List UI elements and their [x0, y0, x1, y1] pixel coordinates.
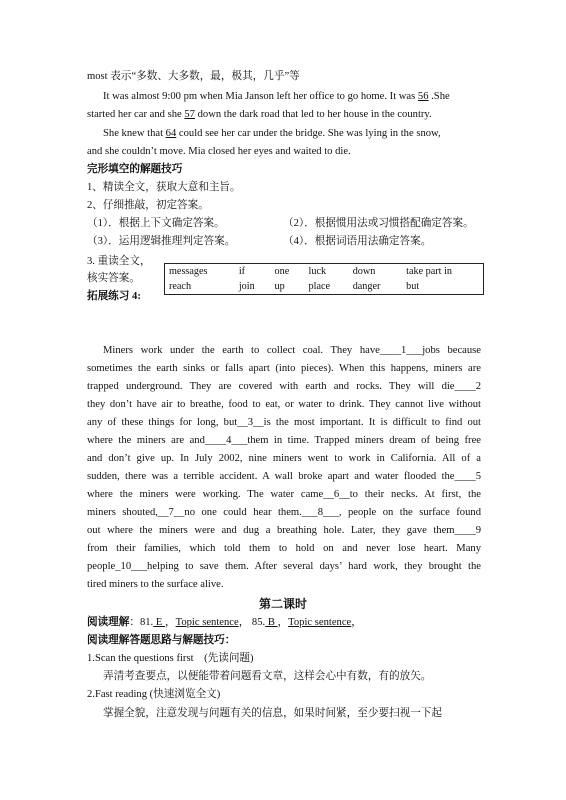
passage-line: and don’t give up. In July 2002, nine miners went to work in California. All of a [87, 453, 481, 464]
word-box [164, 263, 484, 295]
text: ， [277, 617, 289, 628]
text: down the dark road that led to her house in the country. [194, 109, 432, 120]
answer-85: B [265, 617, 278, 628]
passage-line: where the miners are and____4___them in time. Trapped miners dream of being free [87, 435, 481, 446]
passage-line: trapped underground. They are covered with earth and rocks. They will die____2 [87, 381, 481, 392]
text: ， [351, 617, 362, 628]
tip-step-3-cont: 核实答案。 [87, 273, 140, 284]
passage-line: they don’t have air to breathe, food to eat, or water to drink. They cannot live without [87, 399, 481, 410]
tip-sub-1: （1）．根据上下文确定答案。 [87, 218, 225, 229]
text: She knew that [103, 128, 166, 139]
reading-tips-title: 阅读理解答题思路与解题技巧： [87, 635, 236, 646]
word-cell: danger [352, 281, 381, 292]
text: .She [428, 91, 450, 102]
topic-sentence: Topic sentence [175, 617, 239, 628]
section-title: 第二课时 [258, 597, 307, 611]
word-box-row [165, 279, 484, 295]
word-cell: up [274, 281, 285, 292]
word-cell: take part in [406, 266, 452, 277]
tip-step-2: 2、仔细推敲，初定答案。 [87, 200, 209, 211]
passage-line: people_10___helping to save them. After several days’ hard work, they brought the [87, 561, 481, 572]
blank-57: 57 [184, 109, 195, 120]
tip-sub-row [87, 235, 481, 249]
text: could see her car under the bridge. She was lying in the snow, [176, 128, 441, 139]
passage-line: any of these things for long, but__3__is the most important. It is difficult to find out [87, 417, 481, 428]
word-box-row [165, 264, 484, 280]
para-line [103, 127, 481, 141]
exercise-title: 拓展练习 4: [87, 291, 141, 302]
word-cell: place [308, 281, 331, 292]
blank-64: 64 [165, 128, 177, 139]
tip-sub-row [87, 217, 481, 231]
topic-sentence: Topic sentence [288, 617, 352, 628]
reading-tip-1: 1.Scan the questions first (先读问题) [87, 653, 254, 664]
word-cell: one [274, 266, 290, 277]
word-cell: messages [169, 266, 208, 277]
reading-answers [87, 616, 481, 630]
para-line [87, 108, 481, 122]
reading-tip-2-desc: 掌握全貌，注意发现与问题有关的信息，如果时间紧，至少要扫视一下起 [103, 708, 442, 719]
text: It was almost 9:00 pm when Mia Janson left her office to go home. It was [103, 91, 418, 102]
text: ：81. [129, 617, 154, 628]
tip-sub-3: （3）．运用逻辑推理判定答案。 [87, 236, 236, 247]
text: ， 85. [238, 617, 266, 628]
answer-81: E [153, 617, 165, 628]
reading-tip-2: 2.Fast reading (快速浏览全文) [87, 689, 221, 700]
passage-line: from their families, which told them to hold on and never lose heart. Many [87, 543, 481, 554]
passage-line: sometimes the earth sinks or falls apart (into pieces). When this happens, miners are [87, 363, 481, 374]
word-cell: if [238, 266, 246, 277]
passage-line: sudden, there was a terrible accident. A wall broke apart and water flooded the____5 [87, 471, 481, 482]
reading-tip-1-desc: 弄清考查要点，以便能带着问题看文章，这样会心中有数，有的放矢。 [103, 671, 432, 682]
word-cell: down [352, 266, 376, 277]
line-most: most 表示“多数、大多数，最，极其，几乎”等 [87, 71, 300, 82]
blank-56: 56 [417, 91, 429, 102]
text: ， [165, 617, 176, 628]
tips-title: 完形填空的解题技巧 [87, 164, 183, 175]
tip-sub-2: （2）．根据惯用法或习惯搭配确定答案。 [283, 218, 474, 229]
tip-step-3: 3. 重读全文， [87, 256, 151, 267]
word-cell: reach [169, 281, 192, 292]
passage-line: out where the miners were and dug a breathing hole. Later, they gave them____9 [87, 525, 481, 536]
word-cell: luck [308, 266, 327, 277]
para-line [103, 90, 481, 104]
word-cell: but [406, 281, 420, 292]
word-cell: join [238, 281, 255, 292]
passage-line: tired miners to the surface alive. [87, 579, 224, 590]
para-line: and she couldn’t move. Mia closed her eyes and waited to die. [87, 146, 351, 157]
passage-line: Miners work under the earth to collect coal. They have____1___jobs because [103, 345, 481, 356]
passage-line: miners shouted,__7__no one could hear them.___8___, people on the surface found [87, 507, 481, 518]
tip-sub-4: （4）．根据词语用法确定答案。 [283, 236, 432, 247]
reading-label: 阅读理解 [87, 617, 130, 628]
text: started her car and she [87, 109, 185, 120]
tip-step-1: 1、精读全文，获取大意和主旨。 [87, 182, 241, 193]
passage-line: where the miners were working. The water came__6__to their necks. At first, the [87, 489, 481, 500]
